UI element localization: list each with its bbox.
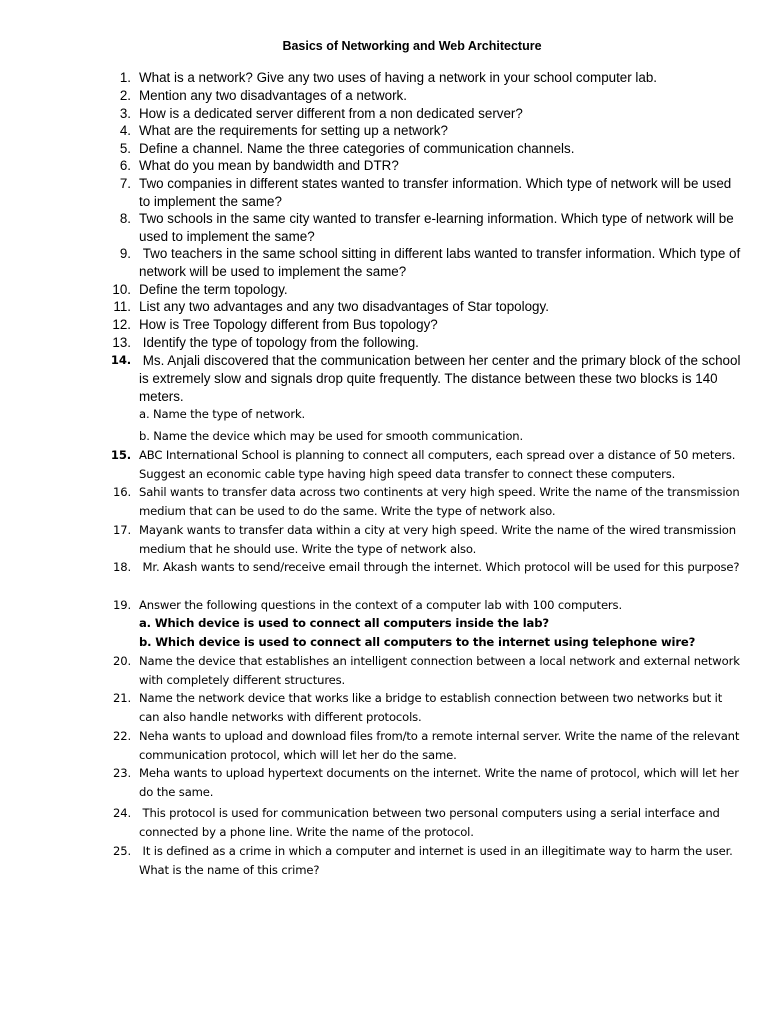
question-number: 10. [112, 282, 131, 297]
question-text: Two schools in the same city wanted to transfer e-learning information. Which type of network will be used to implement the same? [139, 211, 734, 244]
question-number: 13. [112, 335, 131, 350]
question-text: List any two advantages and any two disadvantages of Star topology. [139, 299, 549, 314]
question-text: This protocol is used for communication between two personal computers using a serial interface and connected by a phone line. Write the name of the protocol. [139, 806, 724, 839]
question-number: 3. [119, 106, 131, 121]
question-number: 22. [113, 729, 131, 743]
question-text: What is a network? Give any two uses of having a network in your school computer lab. [139, 70, 658, 85]
question-text: Meha wants to upload hypertext documents on the internet. Write the name of protocol, which will let her do the same. [139, 766, 739, 799]
question-number: 16. [113, 485, 131, 499]
question-number: 24. [113, 806, 131, 820]
question-text: How is a dedicated server different from a non dedicated server? [139, 106, 523, 121]
question-number: 14. [110, 353, 131, 367]
question-number: 9. [119, 246, 131, 261]
question-text: Define a channel. Name the three categories of communication channels. [139, 141, 575, 156]
question-text: What are the requirements for setting up a network? [139, 123, 448, 138]
question-text: Two teachers in the same school sitting in different labs wanted to transfer information. Which type of network will be used to implement the same? [139, 246, 744, 279]
question-number: 2. [119, 88, 131, 103]
question-number: 15. [110, 448, 131, 462]
page-title: Basics of Networking and Web Architecture [282, 39, 542, 53]
question-text: Mr. Akash wants to send/receive email through the internet. Which protocol will be used for this purpose? [139, 560, 740, 574]
question-number: 19. [113, 598, 131, 612]
question-text: Neha wants to upload and download files from/to a remote internal server. Write the name of the relevant communication protocol, which will let her do the same. [139, 729, 740, 762]
question-text: Identify the type of topology from the following. [139, 335, 419, 350]
question-number: 18. [113, 560, 131, 574]
question-number: 17. [113, 523, 131, 537]
question-number: 6. [119, 158, 131, 173]
question-number: 20. [113, 654, 131, 668]
question-number: 21. [113, 691, 131, 705]
question-number: 23. [113, 766, 131, 780]
question-text: It is defined as a crime in which a computer and internet is used in an illegitimate way to harm the user. What is the name of this crime? [139, 844, 737, 877]
document-page: Basics of Networking and Web Architecture 1. What is a network? Give any two uses of having a network in your school computer lab. 2. Mention any two disadvantages of a network. 3. How is a dedicated server different from a non dedicated server? 4. What are the requirements for setting up a network? 5. Define a channel. Name the three categories of communication channels. 6. What do you mean by bandwidth and DTR? 7. Two companies in different states wanted to transfer information. Which type of network will be used to implement the same? 8. Two schools in the same city wanted to transfer e-learning information. Which type of network will be used to implement the same? 9. Two teachers in the same school sitting in different labs wanted to transfer information. Which type of network will be used to implement the same? 10. Define the term topology. 11. List any two advantages and any two disadvantages of Star topology. 12. How is Tree Topology different from Bus topology? 13. Identify the type of topology from the following. 14. Ms. Anjali discovered that the communication between her center and the primary block of the school is extremely slow and signals drop quite frequently. The distance between these two blocks is 140 meters. a. Name the type of network. b. Name the device which may be used for smooth communication. 15. ABC International School is planning to connect all computers, each spread over a distance of 50 meters. Suggest an economic cable type having high speed data transfer to connect these computers. 16. Sahil wants to transfer data across two continents at very high speed. Write the name of the transmission medium that can be used to do the same. Write the type of network also. 17. Mayank wants to transfer data within a city at very high speed. Write the name of the wired transmission medium that he should use. Write the type of network also. 18. Mr. Akash wants to send/receive email through the internet. Which protocol will be used for this purpose? 19. Answer the following questions in the context of a computer lab with 100 computers. a. Which device is used to connect all computers inside the lab? b. Which device is used to connect all computers to the internet using telephone wire? 20. Name the device that establishes an intelligent connection between a local network and external network with completely different structures. 21. Name the network device that works like a bridge to establish connection between two networks but it can also handle networks with different protocols. 22. Neha wants to upload and download files from/to a remote internal server. Write the name of the relevant communication protocol, which will let her do the same. 23. Meha wants to upload hypertext documents on the internet. Write the name of protocol, which will let her do the same. 24. This protocol is used for communication between two personal computers using a serial interface and connected by a phone line. Write the name of the protocol. 25. It is defined as a crime in which a computer and internet is used in an illegitimate way to harm the user. What is the name of this crime? [0, 0, 768, 1024]
question-number: 25. [113, 844, 131, 858]
question-text: Two companies in different states wanted to transfer information. Which type of network will be used to implement the same? [139, 176, 732, 209]
question-text: ABC International School is planning to connect all computers, each spread over a distance of 50 meters. Suggest an economic cable type having high speed data transfer to connect these computers. [139, 448, 736, 481]
question-text: How is Tree Topology different from Bus topology? [139, 317, 438, 332]
question-text: Mayank wants to transfer data within a city at very high speed. Write the name of the wired transmission medium that he should use. Write the type of network also. [139, 523, 736, 556]
question-text: Name the network device that works like a bridge to establish connection between two networks but it can also handle networks with different protocols. [139, 691, 723, 724]
question-text: Define the term topology. [139, 282, 288, 297]
question-text: Answer the following questions in the context of a computer lab with 100 computers. [139, 598, 622, 612]
question-text: Mention any two disadvantages of a network. [139, 88, 407, 103]
question-number: 12. [112, 317, 131, 332]
question-number: 1. [119, 70, 131, 85]
question-number: 4. [119, 123, 131, 138]
question-text: Name the device that establishes an intelligent connection between a local network and external network with completely different structures. [139, 654, 740, 687]
question-text: What do you mean by bandwidth and DTR? [139, 158, 399, 173]
question-number: 5. [119, 141, 131, 156]
question-number: 7. [119, 176, 131, 191]
question-number: 8. [119, 211, 131, 226]
question-text: Sahil wants to transfer data across two continents at very high speed. Write the name of the transmission medium that can be used to do the same. Write the type of network also. [139, 485, 740, 518]
question-number: 11. [113, 299, 131, 314]
question-text: Ms. Anjali discovered that the communication between her center and the primary block of the school is extremely slow and signals drop quite frequently. The distance between these two blocks is 140 meters. [139, 353, 745, 404]
